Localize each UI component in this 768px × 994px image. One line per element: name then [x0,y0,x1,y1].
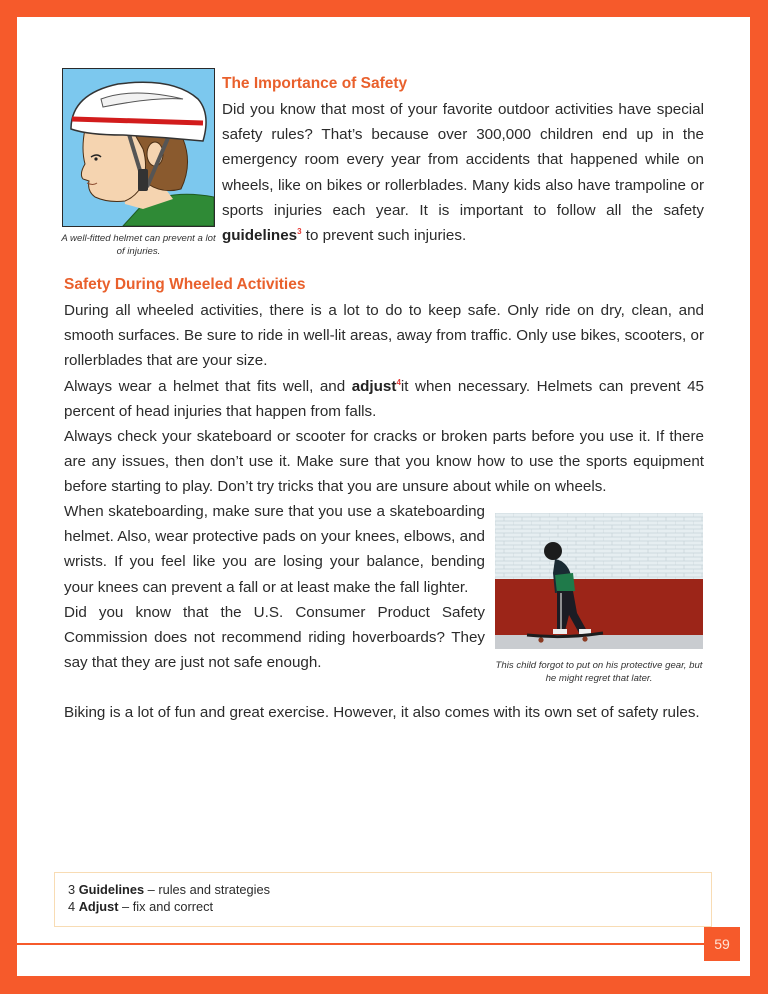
paragraph-hoverboards: Did you know that the U.S. Consumer Product Safety Commission does not recommend riding hoverboards? They say that they are just not safe enough. [64,603,485,672]
footnote-term: Adjust [78,898,119,914]
intro-text-end: to prevent such injuries. [301,227,467,245]
helmet-illustration [62,68,215,227]
skateboard-photo [495,513,703,649]
paragraph-equipment-check: Always check your skateboard or scooter for cracks or broken parts before you use it. If there are any issues, then don’t use it. Make sure that you know how to use the sports equipment before starting to play. Don’t try tricks that you are unsure about while on wheels. [64,428,704,496]
footnote-definition: – fix and correct [118,898,214,914]
skateboard-caption: This child forgot to put on his protective gear, but he might regret that later. [495,660,703,684]
helmet-boy-icon [63,69,214,226]
page [17,17,750,976]
helmet-caption: A well-fitted helmet can prevent a lot of injuries. [61,233,216,257]
footnote-3 [68,882,697,899]
page-number: 59 [704,927,740,961]
term-adjust: adjust [351,377,397,395]
footnote-term: Guidelines [78,882,145,897]
paragraph-skateboarding: When skateboarding, make sure that you use a skateboarding helmet. Also, wear protective pads on your knees, elbows, and wrists. If you feel like you are losing your balance, bending your knees can prevent a fall or at least make the fall lighter. [64,503,485,596]
term-guidelines: guidelines [222,227,298,245]
footnote-ref-4[interactable]: 4 [396,377,401,387]
footnote-definition: – rules and strategies [144,882,271,897]
intro-paragraph [222,97,704,248]
footnote-ref-3[interactable]: 3 [297,226,302,236]
footnote-4 [68,899,697,916]
paragraph-helmet-text-end: it when necessary. Helmets can prevent 45 percent of head injuries that happen from falls. [64,377,704,420]
footnote-number: 4 [68,898,76,914]
footer-divider [17,943,707,945]
wheeled-paragraphs [64,298,704,500]
section-heading-importance: The Importance of Safety [222,75,408,92]
intro-text: Did you know that most of your favorite outdoor activities have special safety rules? That’s because over 300,000 children end up in the emergency room every year from accidents that happened while on wheels, like on bikes or rollerblades. Many kids also have trampoline or sports injuries each year. It is important to follow all the safety [222,101,704,219]
paragraph-helmet-text: Always wear a helmet that fits well, and [64,377,352,395]
paragraph-biking: Biking is a lot of fun and great exercise. However, it also comes with its own set of safety rules. [64,704,700,721]
child-skateboarding-icon [495,513,703,649]
footnotes-box [54,872,712,927]
skateboard-paragraphs [64,499,485,675]
footnote-number: 3 [68,882,76,897]
paragraph-helmet [64,374,704,424]
section-heading-wheeled: Safety During Wheeled Activities [64,276,306,293]
paragraph-surfaces: During all wheeled activities, there is a lot to do to keep safe. Only ride on dry, clean, and smooth surfaces. Be sure to ride in well-lit areas, away from traffic. Only use bikes, scooters, or rollerblades that are your size. [64,302,704,370]
